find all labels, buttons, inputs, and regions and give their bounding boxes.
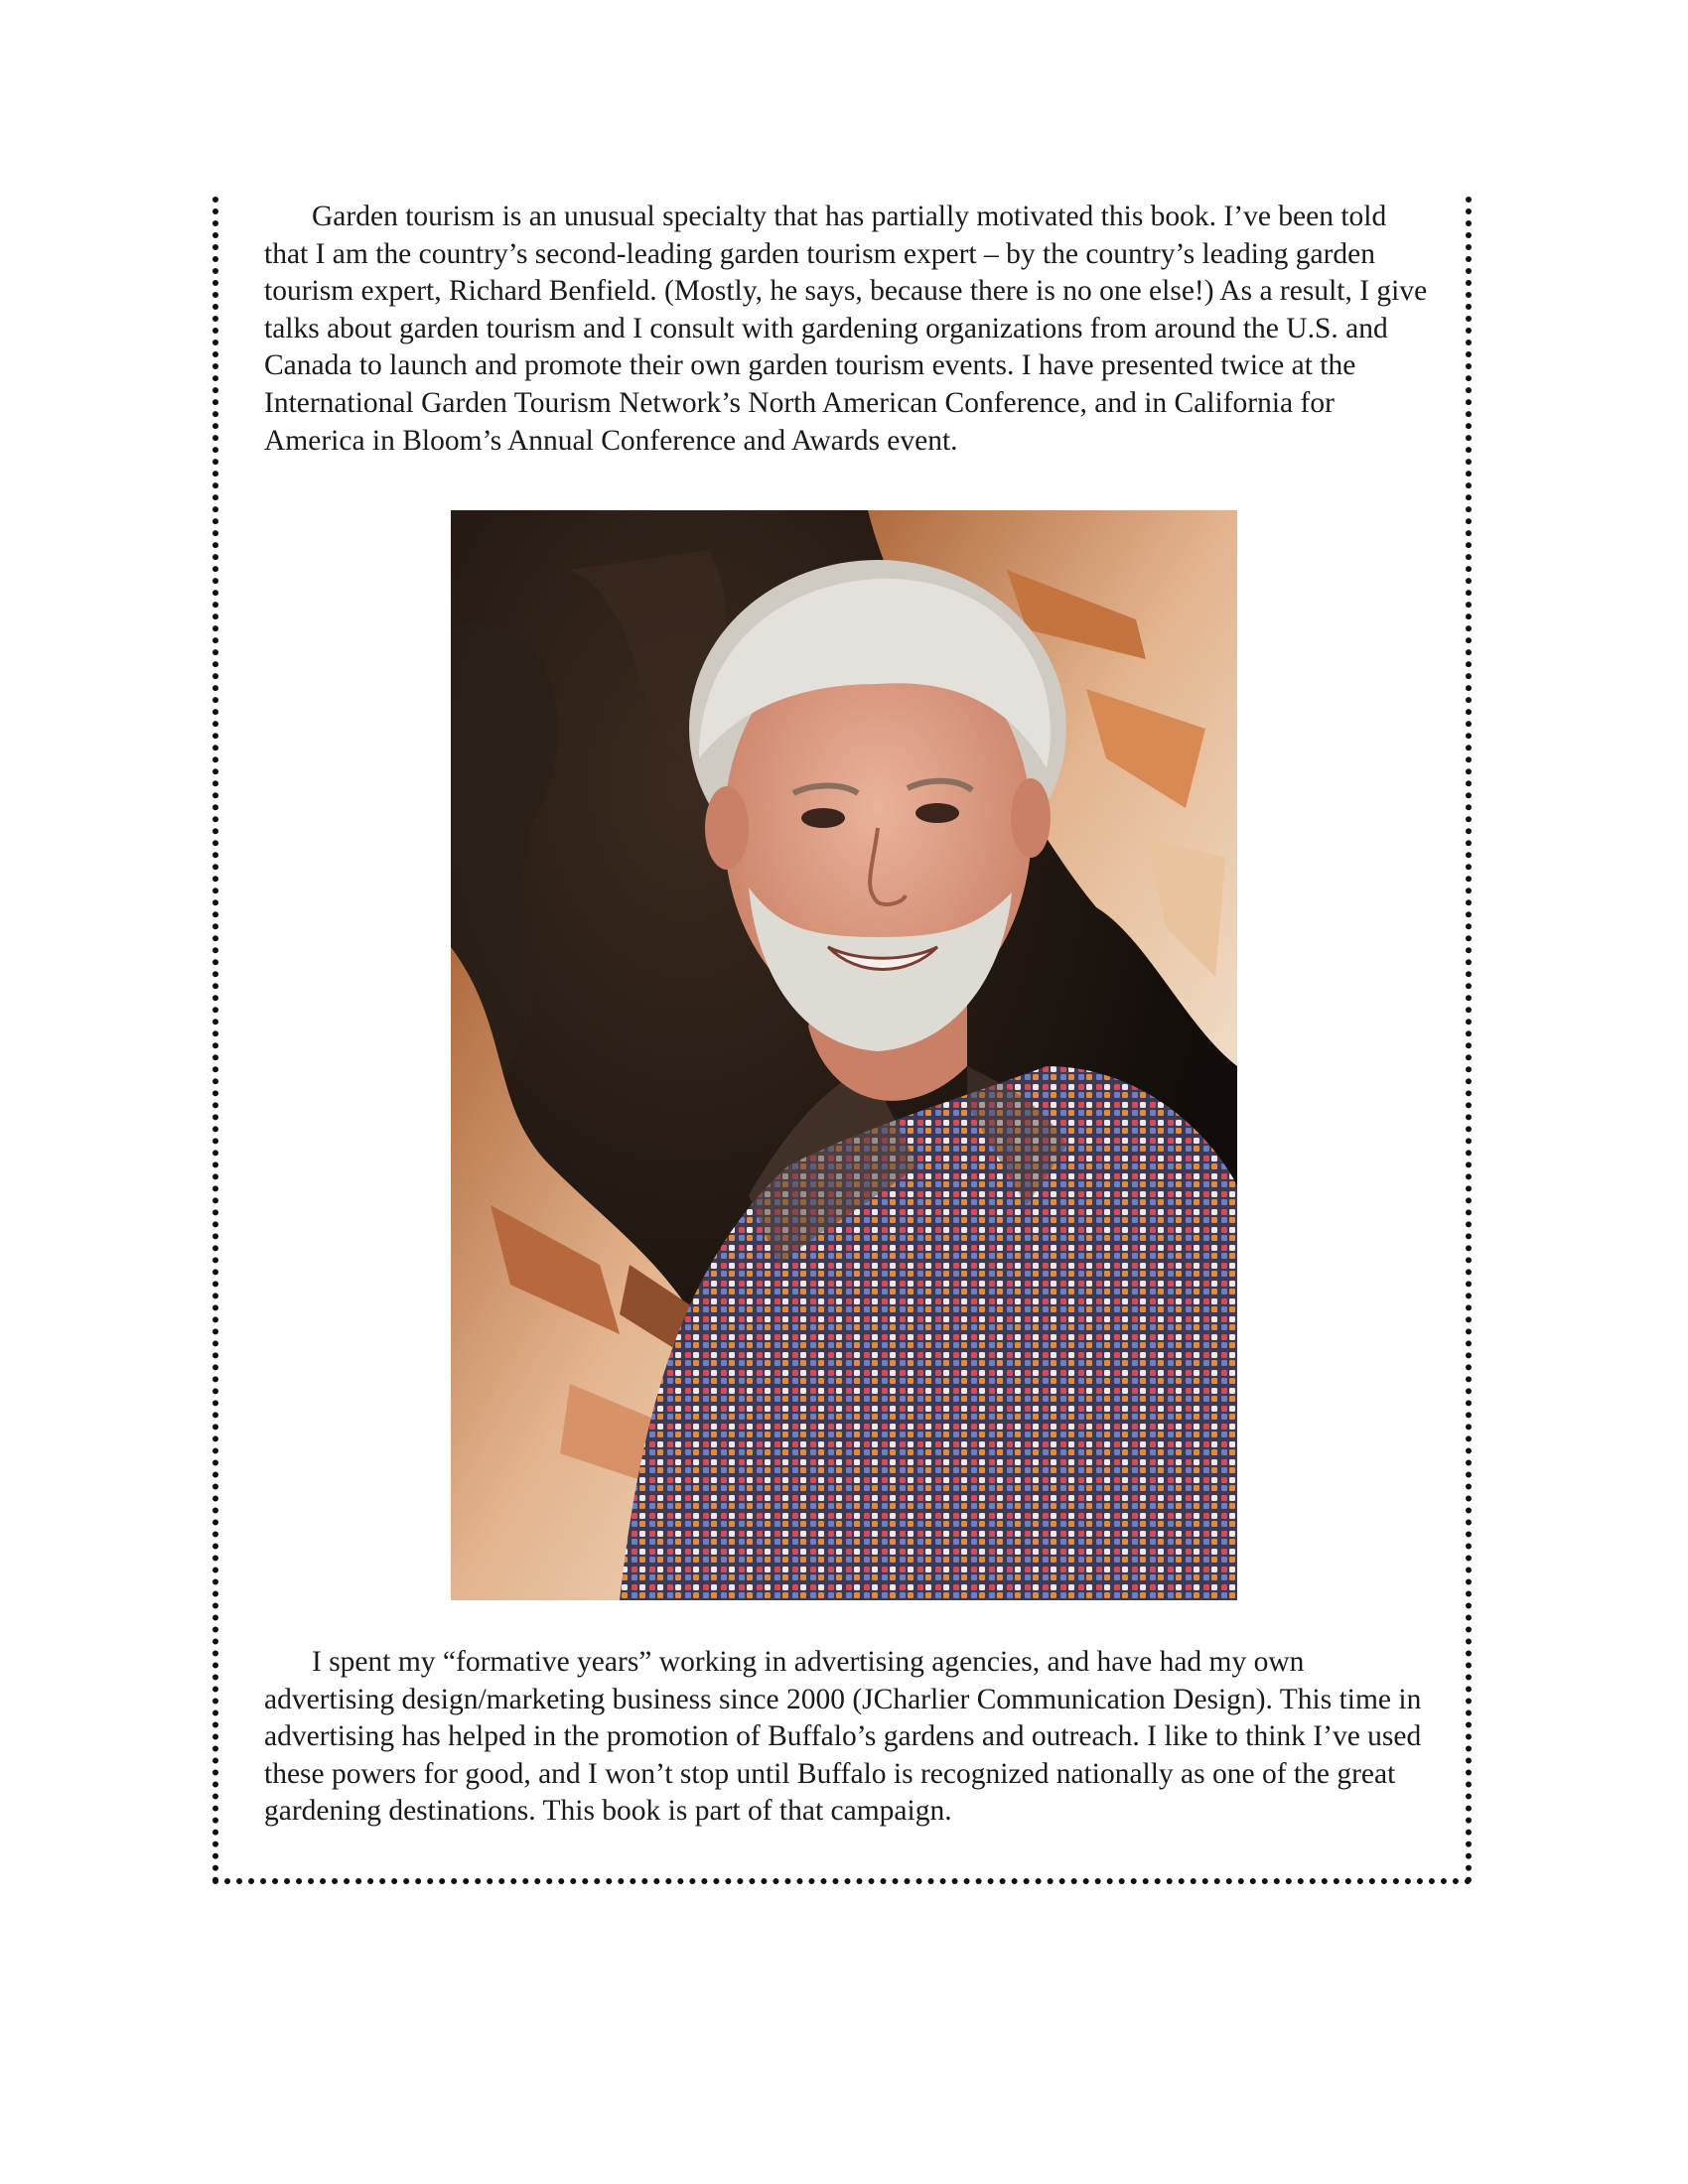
dotted-frame-right — [1466, 197, 1472, 1884]
author-portrait-illustration — [451, 510, 1237, 1600]
dotted-frame-bottom — [212, 1878, 1472, 1884]
paragraph-advertising: I spent my “formative years” working in advertising agencies, and have had my own advertising design/marketing business since 2000 (JCharlier Communication Design). This time in advertising has helped in the promotion of Buffalo’s gardens and outreach. I like to think I’ve used these powers for good, and I won’t stop until Buffalo is recognized nationally as one of the great gardening destinations. This book is part of that campaign. — [264, 1646, 1422, 1828]
author-photo — [451, 510, 1237, 1600]
dotted-frame-left — [212, 197, 218, 1884]
paragraph-garden-tourism: Garden tourism is an unusual specialty that has partially motivated this book. I’ve been told that I am the country’s second-leading garden tourism expert – by the country’s leading garden tourism expert, Richard Benfield. (Mostly, he says, because there is no one else!) As a result, I give talks about garden tourism and I consult with gardening organizations from around the U.S. and Canada to launch and promote their own garden tourism events. I have presented twice at the International Garden Tourism Network’s North American Conference, and in California for America in Bloom’s Annual Conference and Awards event. — [264, 201, 1428, 457]
